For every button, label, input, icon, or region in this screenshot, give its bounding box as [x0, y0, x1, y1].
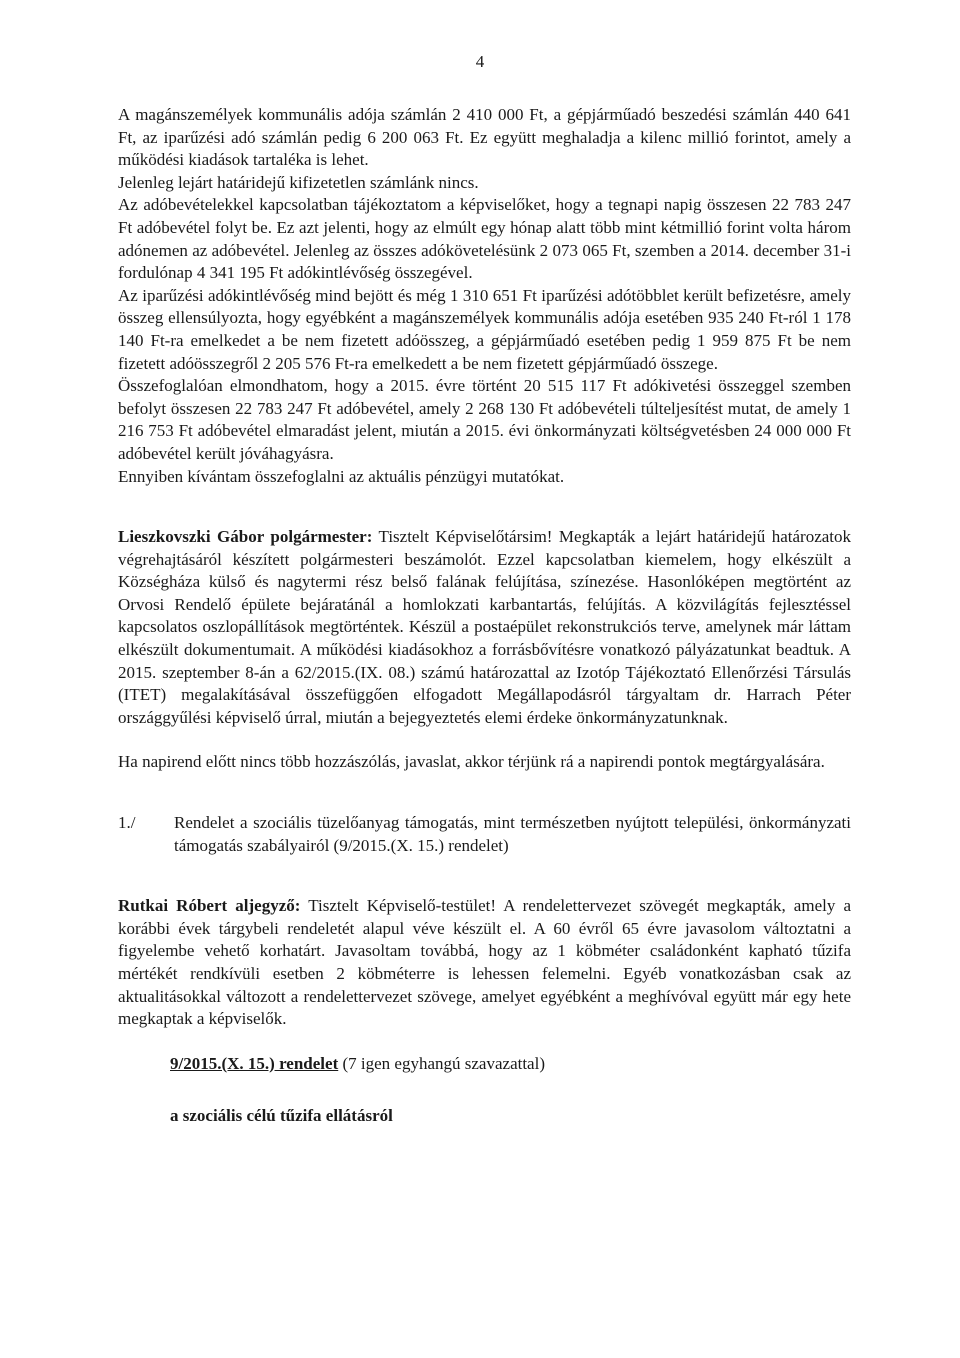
agenda-item: [118, 812, 851, 857]
mayor-speech: [118, 526, 851, 729]
paragraph-business-tax: Az iparűzési adókintlévőség mind bejött és még 1 310 651 Ft iparűzési adótöbblet került befizetésre, amely összeg ellensúlyozta, hogy egyébként a magánszemélyek kommunális adója esetében 935 240 Ft-ról 1 178 140 Ft-ra emelkedet a be nem fizetett adóösszeg, a gépjárműadó esetében pedig 1 959 875 Ft be nem fizetett adóösszegről 2 205 576 Ft-ra emelkedett a be nem fizetett gépjárműadó összege.: [118, 285, 851, 373]
paragraph-tax-revenue: Az adóbevételekkel kapcsolatban tájékoztatom a képviselőket, hogy a tegnapi napig összesen 22 783 247 Ft adóbevétel folyt be. Ez azt jelenti, hogy az elmúlt egy hónap alatt több mint kétmillió forint volta három adónemen az adóbevétel. Jelenleg az összes adókövetelésünk 2 073 065 Ft, szemben a 2014. december 31-i fordulónap 4 341 195 Ft adókintlévőség összegével.: [118, 195, 851, 283]
page-number: 4: [475, 52, 485, 71]
mayor-speaker-name: Lieszkovszki Gábor polgármester:: [118, 527, 373, 547]
notary-speaker-name: Rutkai Róbert aljegyző:: [118, 896, 301, 916]
agenda-item-title: Rendelet a szociális tüzelőanyag támogatás, mint természetben nyújtott települési, önkormányzati támogatás szabályairól (9/2015.(X. 15.) rendelet): [174, 813, 851, 855]
notary-speech-text: Tisztelt Képviselő-testület! A rendelettervezet szövegét megkapták, amely a korábbi évek tárgybeli rendeletét alapul véve készült el. A 60 évről 65 évre javasolom változtatni a figyelembe vehető korhatárt. Javasoltam továbbá, hogy az 1 köbméter családonként kapható tűzifa mértékét rendkívüli esetben 2 köbméterre is lehessen felemelni. Egyéb vonatkozásban csak az aktualitásokkal változott a rendelettervezet szövege, amelyet egyébként a meghívóval együtt már egy hete megkaptak a képviselők.: [118, 896, 851, 1029]
agenda-item-number: 1./: [118, 813, 136, 833]
mayor-speech-text: Tisztelt Képviselőtársim! Megkapták a lejárt határidejű határozatok végrehajtásáról készített polgármesteri beszámolót. Ezzel kapcsolatban kiemelem, hogy elkészült a Községháza külső és nagytermi rész belső falának felújítása, színezése. Hasonlóképen megtörtént az Orvosi Rendelő épülete bejáratánál a homlokzati karbantartás, felújítás. A közvilágítás fejlesztéssel kapcsolatos oszlopállítások megtörténtek. Készül a postaépület rekonstrukciós terve, amelynek már láttam elkészült dokumentumait. A működési kiadásokhoz a forrásbővítésre vonatkozó pályázatunkat beadtuk. A 2015. szeptember 8-án a 62/2015.(IX. 08.) számú határozattal az Izotóp Tájékoztató Ellenőrzési Társulás (ITET) megalakításával összefüggően elfogadott Megállapodásról tárgyaltam dr. Harrach Péter országgyűlési képviselő úrral, miután a bejegyeztetés elemi érdeke önkormányzatunknak.: [118, 527, 852, 727]
paragraph-summary: Összefoglalóan elmondhatom, hogy a 2015. évre történt 20 515 117 Ft adókivetési összeggel szemben befolyt összesen 22 783 247 Ft adóbevétel, amely 2 268 130 Ft adóbevételi túlteljesítést mutat, de amely 1 216 753 Ft adóbevétel elmaradást jelent, miután a 2015. évi önkormányzati költségvetésben 24 000 000 Ft adóbevétel került jóváhagyásra.: [118, 376, 851, 463]
notary-speech: [118, 895, 851, 1031]
resolution-line: [170, 1053, 851, 1076]
paragraph-overdue-invoices: Jelenleg lejárt határidejű kifizetetlen számlánk nincs.: [118, 172, 479, 192]
transition-paragraph: Ha napirend előtt nincs több hozzászólás, javaslat, akkor térjünk rá a napirendi pontok megtárgyalására.: [118, 752, 825, 772]
document-body: [118, 104, 851, 1128]
resolution-title: a szociális célú tűzifa ellátásról: [170, 1106, 393, 1126]
paragraph-closing-financial: Ennyiben kívántam összefoglalni az aktuális pénzügyi mutatókat.: [118, 466, 565, 486]
resolution-vote: (7 igen egyhangú szavazattal): [338, 1053, 545, 1073]
resolution-id: 9/2015.(X. 15.) rendelet: [170, 1053, 339, 1073]
paragraph-tax-accounts: A magánszemélyek kommunális adója számlán 2 410 000 Ft, a gépjárműadó beszedési számlán 440 641 Ft, az iparűzési adó számlán pedig 6 200 063 Ft. Ez együtt meghaladja a kilenc millió forintot, amely a működési kiadások tartaléka is lehet.: [118, 105, 851, 170]
